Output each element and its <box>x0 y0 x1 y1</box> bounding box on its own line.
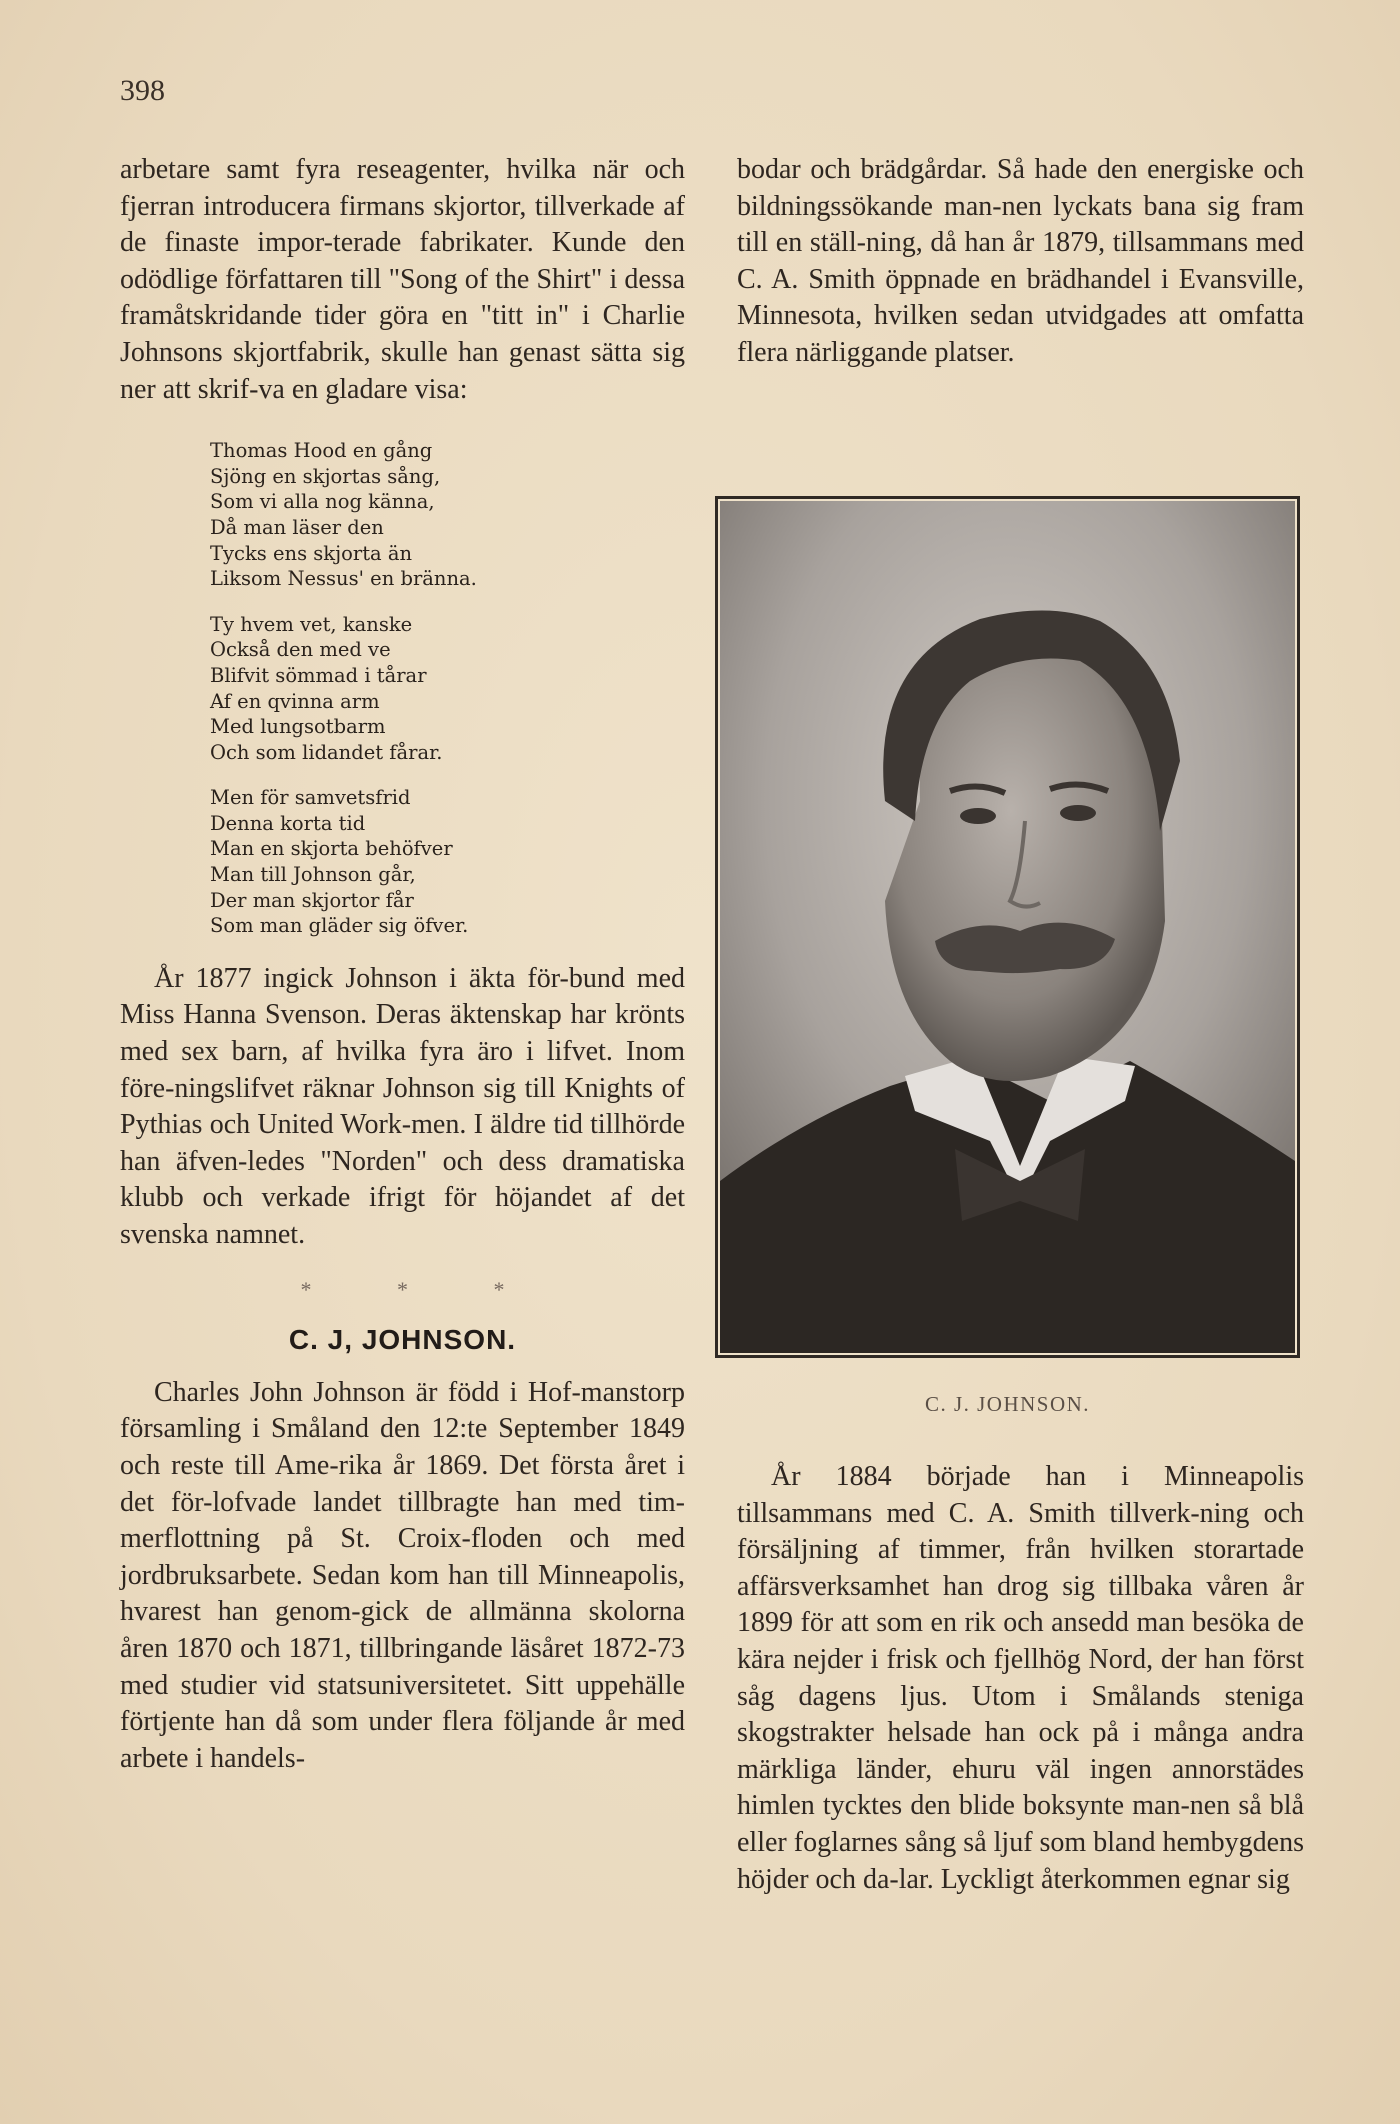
poem-line: Tycks ens skjorta än <box>210 541 413 565</box>
bio-paragraph: Charles John Johnson är född i Hof-manstorp församling i Småland den 12:te September 1849 och reste till Ame-rika år 1869. Det första året i det för-lofvade landet tillbragte han med tim-merflottning på St. Croix-floden och med jordbruksarbete. Sedan kom han till Minneapolis, hvarest han genom-gick de allmänna skolorna åren 1870 och 1871, tillbringande läsåret 1872-73 med studier vid statsuniversitetet. Sitt uppehälle förtjente han då som under flera följande år med arbete i handels- <box>120 1376 685 1774</box>
intro-paragraph: arbetare samt fyra reseagenter, hvilka när och fjerran introducera firmans skjortor, tillverkade af de finaste impor-terade fabrikater. Kunde den odödlige författaren till "Song of the Shirt" i dessa framåtskridande tider göra en "titt in" i Charlie Johnsons skjortfabrik, skulle han genast sätta sig ner att skrif-va en gladare visa: <box>120 154 685 405</box>
poem-line: Thomas Hood en gång <box>210 439 433 463</box>
right-column-top <box>737 152 1304 372</box>
page-number: 398 <box>120 74 165 107</box>
poem-line: Blifvit sömmad i tårar <box>210 663 427 687</box>
poem-stanza-1 <box>210 438 685 592</box>
right-eye <box>1060 805 1096 821</box>
marriage-paragraph: År 1877 ingick Johnson i äkta för-bund med Miss Hanna Svenson. Deras äktenskap har krönts med sex barn, af hvilka fyra äro i lifvet. Inom före-ningslifvet räknar Johnson sig till Knights of Pythias och United Work-men. I äldre tid tillhörde han äfven-ledes "Norden" och dess dramatiska klubb och verkade ifrigt för höjandet af det svenska namnet. <box>120 962 685 1250</box>
poem-line: Som vi alla nog känna, <box>210 490 435 514</box>
poem-line: Man till Johnson går, <box>210 863 416 887</box>
poem-line: Ty hvem vet, kanske <box>210 612 413 636</box>
poem-line: Och som lidandet fårar. <box>210 740 443 764</box>
poem-line: Der man skjortor får <box>210 888 414 912</box>
section-heading: C. J, JOHNSON. <box>288 1324 517 1356</box>
career-paragraph: År 1884 började han i Minneapolis tillsammans med C. A. Smith tillverk-ning och försäljning af timmer, från hvilken storartade affärsverksamhet han drog sig tillbaka våren år 1899 för att som en rik och ansedd man besöka de kära nejder i frisk och fjellhög Nord, der han först såg dagens ljus. Utom i Smålands steniga skogstrakter helsade han ock på i många andra märkliga länder, ehuru väl ingen annorstädes himlen tycktes den blide boksynte man-nen så blå eller foglarnes sång så ljuf som bland hembygdens höjder och da-lar. Lyckligt återkommen egnar sig <box>737 1461 1304 1895</box>
left-eye <box>960 808 996 824</box>
poem-line: Som man gläder sig öfver. <box>210 914 469 938</box>
poem-line: Men för samvetsfrid <box>210 786 411 810</box>
poem-line: Sjöng en skjortas sång, <box>210 464 441 488</box>
poem-line: Man en skjorta behöfver <box>210 837 453 861</box>
poem-line: Denna korta tid <box>210 811 366 835</box>
poem-stanza-3 <box>210 785 685 939</box>
poem-line: Af en qvinna arm <box>210 689 380 713</box>
portrait-illustration <box>720 501 1295 1353</box>
right-column-lower <box>737 1459 1304 1898</box>
portrait-caption: C. J. JOHNSON. <box>924 1392 1091 1416</box>
continuation-paragraph: bodar och brädgårdar. Så hade den energiske och bildningssökande man-nen lyckats bana sig fram till en ställ-ning, då han år 1879, tillsammans med C. A. Smith öppnade en brädhandel i Evansville, Minnesota, hvilken sedan utvidgades att omfatta flera närliggande platser. <box>737 154 1304 368</box>
poem-line: Också den med ve <box>210 638 391 662</box>
portrait-photo <box>720 501 1295 1353</box>
poem-line: Med lungsotbarm <box>210 715 386 739</box>
mustache-shape <box>935 923 1115 973</box>
section-separator: * * * <box>300 1276 545 1302</box>
portrait-frame <box>715 496 1300 1358</box>
left-column <box>120 152 685 1777</box>
poem-stanza-2 <box>210 612 685 766</box>
poem-line: Då man läser den <box>210 515 384 539</box>
poem-line: Liksom Nessus' en bränna. <box>210 567 477 591</box>
